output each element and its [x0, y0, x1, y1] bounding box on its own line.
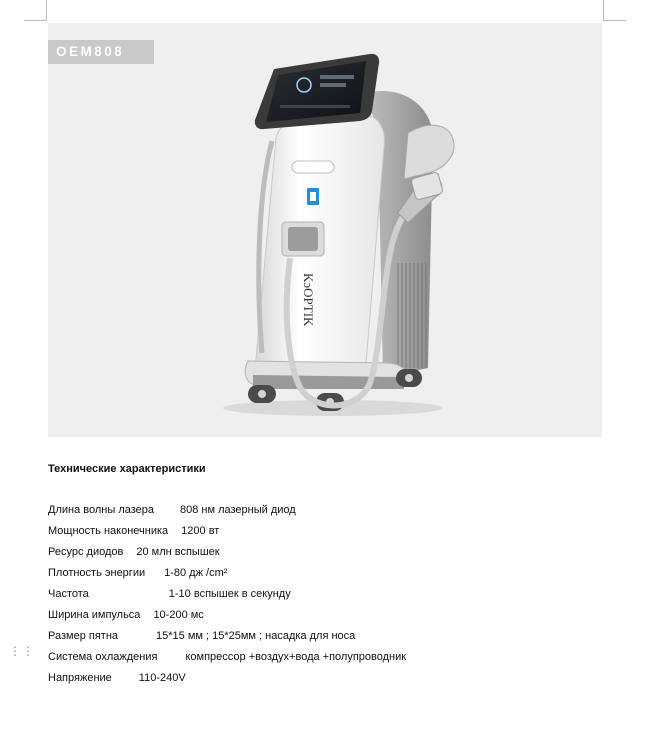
spec-label: Размер пятна — [48, 630, 119, 642]
spec-row — [48, 609, 204, 621]
page-corner-mark-left — [24, 0, 47, 21]
spec-row — [48, 546, 220, 558]
spec-label: Длина волны лазера — [48, 504, 154, 516]
spec-label: Напряжение — [48, 672, 112, 684]
specs-title: Технические характеристики — [48, 463, 206, 475]
spec-value: 10-200 мс — [153, 609, 204, 621]
spec-value: 20 млн вспышек — [136, 546, 220, 558]
spec-value: 1-10 вспышек в секунду — [168, 588, 291, 600]
spec-value: 808 нм лазерный диод — [180, 504, 296, 516]
spec-row — [48, 504, 296, 516]
spec-value: компрессор +воздух+вода +полупроводник — [185, 651, 407, 663]
drag-handle-icon[interactable]: ⋮⋮ — [9, 644, 35, 658]
spec-row — [48, 567, 227, 579]
spec-row — [48, 525, 219, 537]
model-tag: OEM808 — [48, 40, 154, 64]
spec-label: Система охлаждения — [48, 651, 158, 663]
spec-row — [48, 630, 355, 642]
spec-row — [48, 672, 186, 684]
spec-row — [48, 588, 291, 600]
spec-label: Частота — [48, 588, 89, 600]
page-corner-mark-right — [603, 0, 626, 21]
spec-value: 1-80 дж /cm² — [164, 567, 228, 579]
laser-device-illustration — [48, 23, 602, 437]
spec-label: Ресурс диодов — [48, 546, 124, 558]
spec-row — [48, 651, 406, 663]
spec-value: 110-240V — [138, 672, 186, 684]
spec-value: 15*15 мм ; 15*25мм ; насадка для носа — [156, 630, 356, 642]
product-image — [48, 23, 602, 437]
spec-value: 1200 вт — [181, 525, 220, 537]
spec-label: Мощность наконечника — [48, 525, 169, 537]
spec-label: Плотность энергии — [48, 567, 146, 579]
brand-logo-text: KɔOPTIK — [301, 273, 316, 327]
spec-label: Ширина импульса — [48, 609, 141, 621]
